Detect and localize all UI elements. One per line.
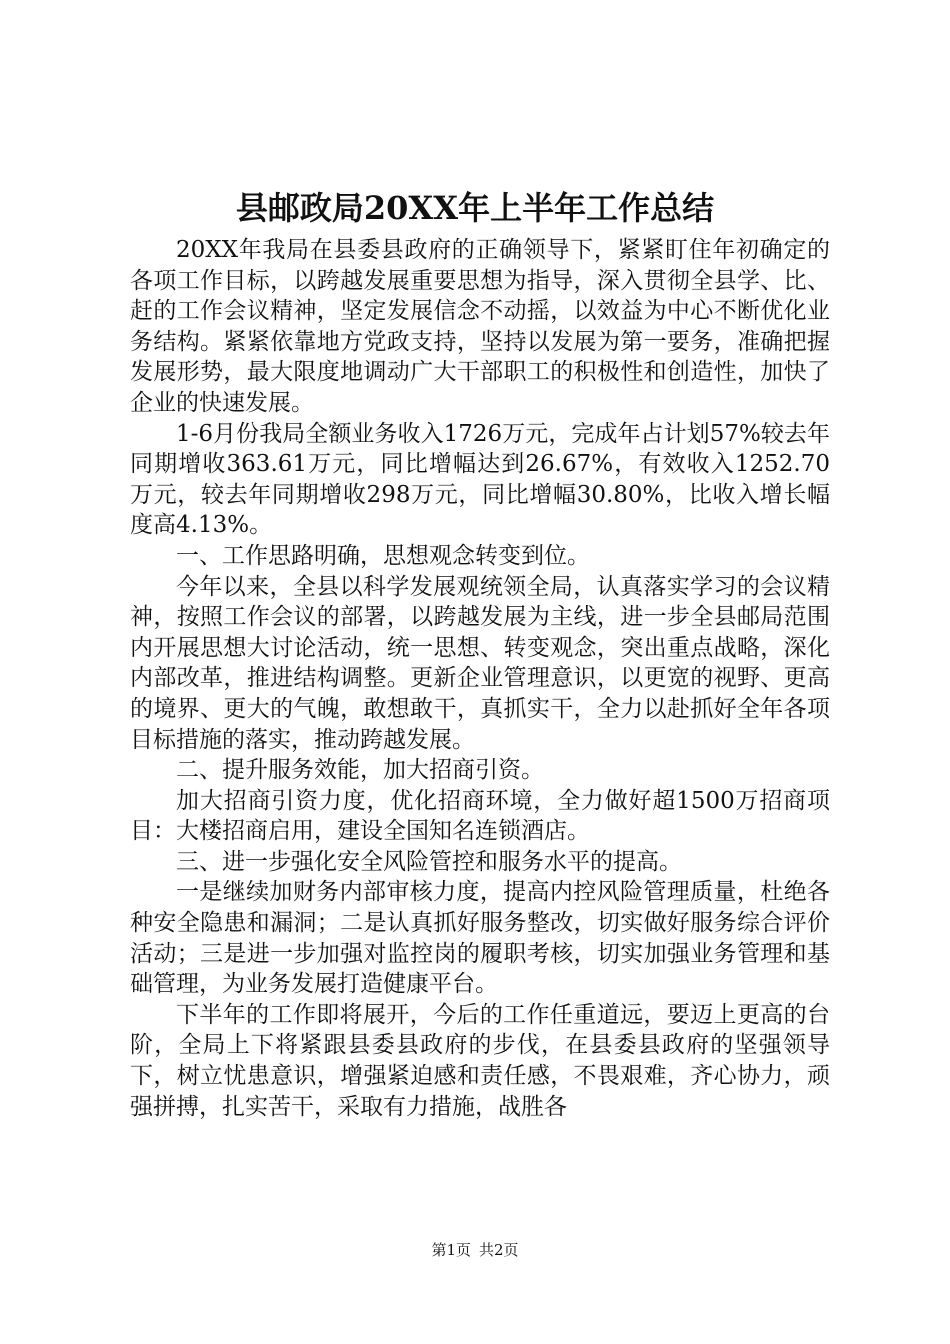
section-heading-2: 二、提升服务效能，加大招商引资。 bbox=[176, 757, 544, 784]
paragraph-outlook: 下半年的工作即将展开，今后的工作任重道远，要迈上更高的台阶，全局上下将紧跟县委县政府的步伐，在县委县政府的坚强领导下，树立忧患意识，增强紧迫感和责任感，不畏艰难，齐心协力，顽强拼搏，扎实苦干，采取有力措施，战胜各 bbox=[130, 1001, 830, 1120]
paragraph-section-2: 加大招商引资力度，优化招商环境，全力做好超1500万招商项目：大楼招商启用，建设全国知名连锁酒店。 bbox=[130, 787, 830, 845]
section-heading-3: 三、进一步强化安全风险管控和服务水平的提高。 bbox=[176, 848, 682, 875]
page-footer bbox=[0, 1240, 950, 1260]
page-total: 共2页 bbox=[479, 1241, 519, 1259]
page-number: 第1页 bbox=[431, 1241, 471, 1259]
paragraph-section-1: 今年以来，全县以科学发展观统领全局，认真落实学习的会议精神，按照工作会议的部署，以跨越发展为主线，进一步全县邮局范围内开展思想大讨论活动，统一思想、转变观念，突出重点战略，深化内部改革，推进结构调整。更新企业管理意识，以更宽的视野、更高的境界、更大的气魄，敢想敢干，真抓实干，全力以赴抓好全年各项目标措施的落实，推动跨越发展。 bbox=[130, 573, 830, 753]
paragraph-section-3: 一是继续加财务内部审核力度，提高内控风险管理质量，杜绝各种安全隐患和漏洞；二是认真抓好服务整改，切实做好服务综合评价活动；三是进一步加强对监控岗的履职考核，切实加强业务管理和基础管理，为业务发展打造健康平台。 bbox=[130, 879, 830, 998]
document-title: 县邮政局20XX年上半年工作总结 bbox=[235, 189, 715, 227]
document-body bbox=[130, 235, 830, 1122]
section-heading-1: 一、工作思路明确，思想观念转变到位。 bbox=[176, 542, 590, 569]
paragraph-revenue: 1-6月份我局全额业务收入1726万元，完成年占计划57%较去年同期增收363.61万元，同比增幅达到26.67%，有效收入1252.70万元，较去年同期增收298万元，同比增幅30.80%，比收入增长幅度高4.13%。 bbox=[130, 420, 830, 539]
paragraph-intro: 20XX年我局在县委县政府的正确领导下，紧紧盯住年初确定的各项工作目标，以跨越发展重要思想为指导，深入贯彻全县学、比、赶的工作会议精神，坚定发展信念不动摇，以效益为中心不断优化业务结构。紧紧依靠地方党政支持，坚持以发展为第一要务，准确把握发展形势，最大限度地调动广大干部职工的积极性和创造性，加快了企业的快速发展。 bbox=[130, 237, 830, 416]
